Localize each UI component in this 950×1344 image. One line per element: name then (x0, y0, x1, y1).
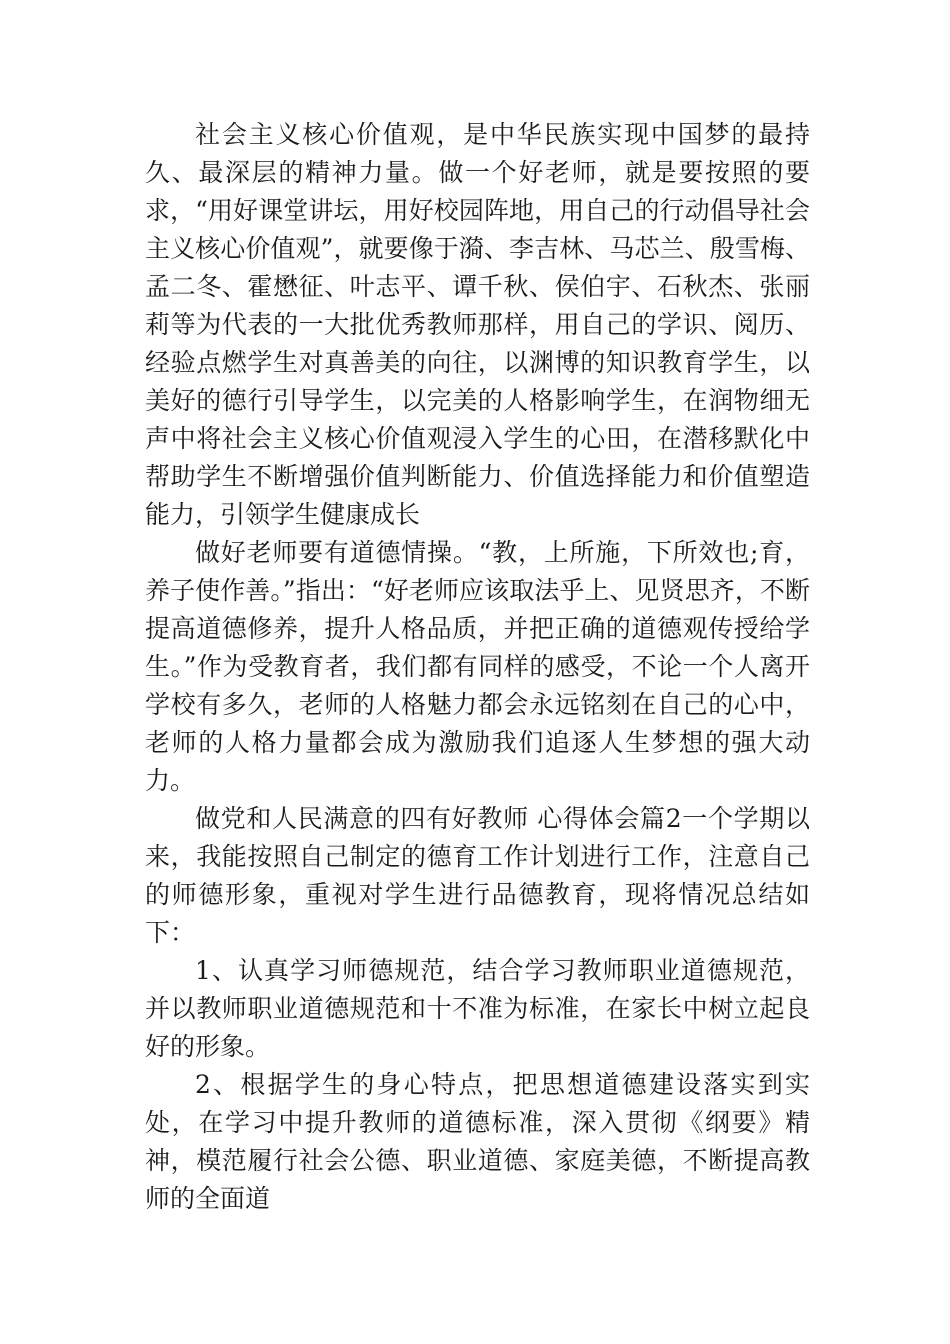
paragraph-core-values: 社会主义核心价值观，是中华民族实现中国梦的最持久、最深层的精神力量。做一个好老师，就是要按照的要求，“用好课堂讲坛，用好校园阵地，用自己的行动倡导社会主义核心价值观”，就要像于漪、李吉林、马芯兰、殷雪梅、孟二冬、霍懋征、叶志平、谭千秋、侯伯宇、石秋杰、张丽莉等为代表的一大批优秀教师那样，用自己的学识、阅历、经验点燃学生对真善美的向往，以渊博的知识教育学生，以美好的德行引导学生，以完美的人格影响学生，在润物细无声中将社会主义核心价值观浸入学生的心田，在潜移默化中帮助学生不断增强价值判断能力、价值选择能力和价值塑造能力，引领学生健康成长 (145, 120, 810, 529)
paragraph-moral-character: 做好老师要有道德情操。“教，上所施，下所效也;育，养子使作善。”指出：“好老师应该取法乎上、见贤思齐，不断提高道德修养，提升人格品质，并把正确的道德观传授给学生。”作为受教育者，我们都有同样的感受，不论一个人离开学校有多久，老师的人格魅力都会永远铭刻在自己的心中，老师的人格力量都会成为激励我们追逐人生梦想的强大动力。 (145, 538, 810, 795)
document-body (145, 116, 810, 1218)
paragraph-item-2: 2、根据学生的身心特点，把思想道德建设落实到实处，在学习中提升教师的道德标准，深入贯彻《纲要》精神，模范履行社会公德、职业道德、家庭美德，不断提高教师的全面道 (145, 1070, 810, 1213)
paragraph-semester-summary: 做党和人民满意的四有好教师 心得体会篇2一个学期以来，我能按照自己制定的德育工作计划进行工作，注意自己的师德形象，重视对学生进行品德教育，现将情况总结如下： (145, 804, 810, 947)
paragraph-item-1: 1、认真学习师德规范，结合学习教师职业道德规范，并以教师职业道德规范和十不准为标准，在家长中树立起良好的形象。 (145, 956, 810, 1061)
